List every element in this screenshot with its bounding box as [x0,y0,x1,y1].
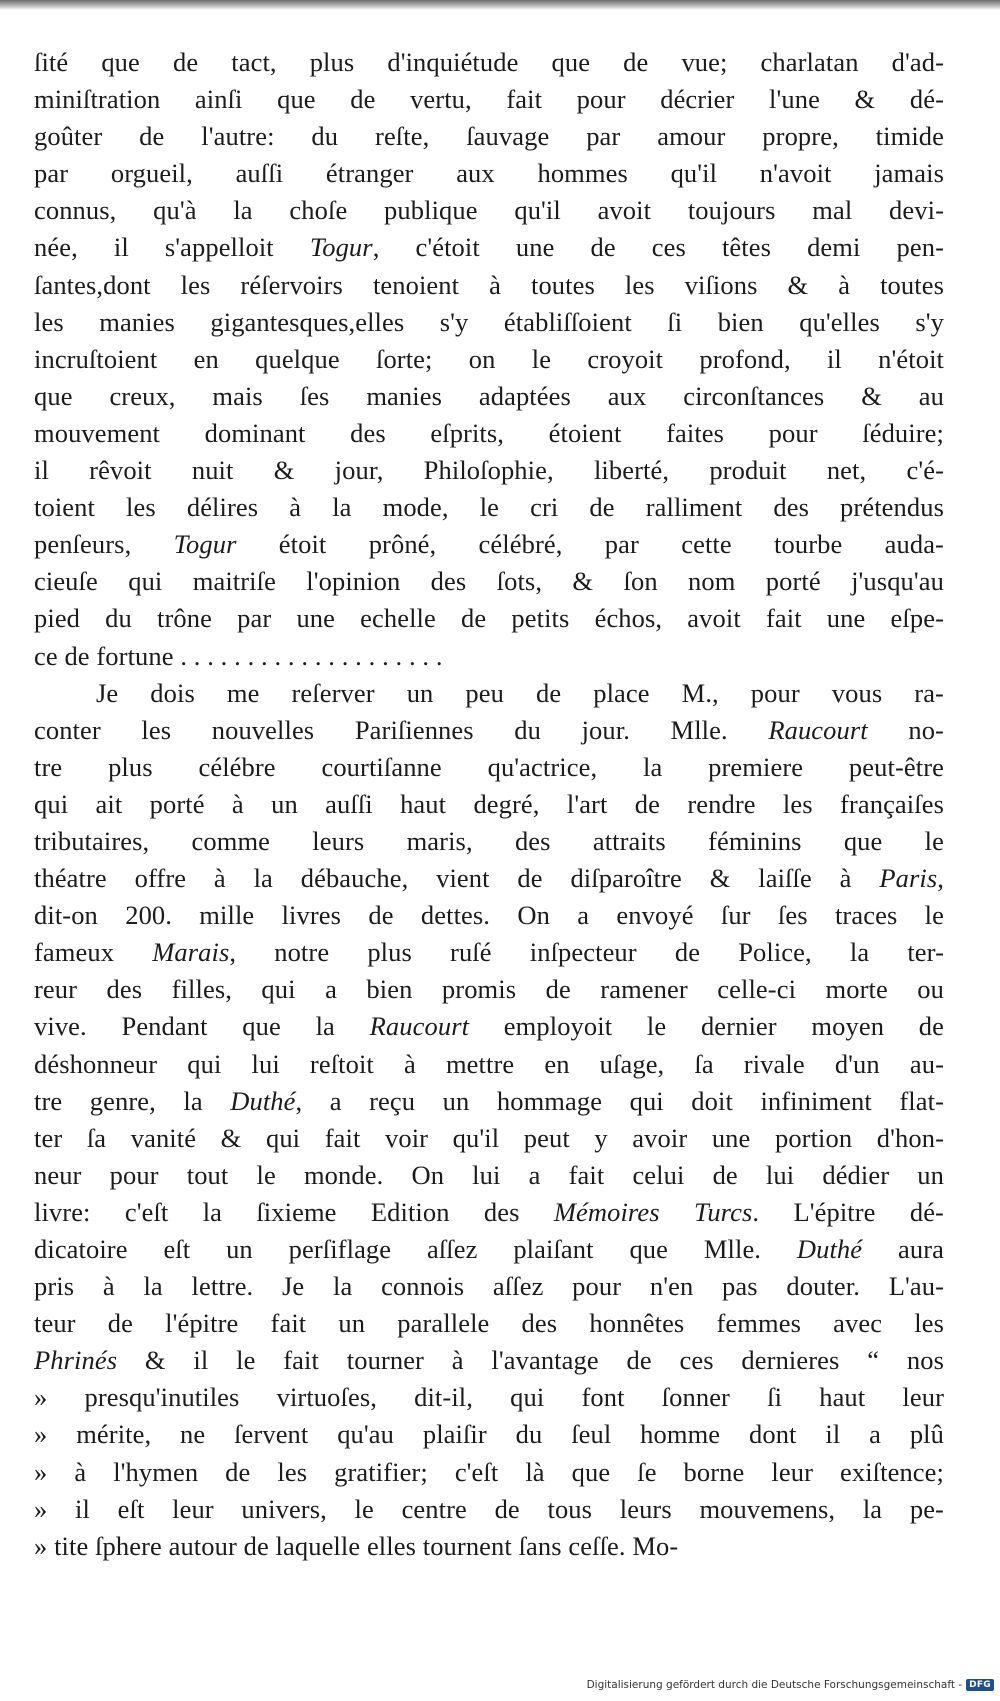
text-line [34,341,944,378]
text-run: qui ait porté à un auſſi haut degré, l'art de rendre les françaiſes [34,788,944,819]
text-run: vive. Pendant que la [34,1011,370,1042]
text-run: penſeurs, [34,529,174,560]
text-run: les manies gigantesques,elles s'y établiſſoient ſi bien qu'elles s'y [34,306,944,337]
text-run: , notre plus ruſé inſpecteur de Police, la ter- [229,937,944,968]
text-run: étoit prôné, célébré, par cette tourbe auda- [236,529,944,560]
italic-name: Raucourt [369,1011,470,1042]
text-line [34,1194,944,1231]
text-run: » il eſt leur univers, le centre de tous leurs mouvemens, la pe- [34,1493,944,1524]
text-line [34,600,944,637]
text-run: » à l'hymen de les gratifier; c'eſt là que ſe borne leur exiſtence; [34,1456,944,1487]
text-run: il rêvoit nuit & jour, Philoſophie, liberté, produit net, c'é- [34,455,944,486]
text-run: » tite ſphere autour de laquelle elles tournent ſans ceſſe. Mo- [34,1530,679,1561]
text-run: , c'étoit une de ces têtes demi pen- [372,232,944,263]
text-line [34,1008,944,1045]
text-run: teur de l'épitre fait un parallele des honnêtes femmes avec les [34,1308,944,1339]
text-run: pris à la lettre. Je la connois aſſez pour n'en pas douter. L'au- [34,1271,944,1302]
dfg-logo: DFG [966,1679,994,1691]
page-top-edge [0,0,1000,10]
text-run: dit-on 200. mille livres de dettes. On a envoyé ſur ſes traces le [34,900,944,931]
text-run: conter les nouvelles Pariſiennes du jour. Mlle. [34,714,769,745]
text-run: par orgueil, auſſi étranger aux hommes qu'il n'avoit jamais [34,158,944,189]
text-run: no- [867,714,944,745]
text-line [34,1083,944,1120]
text-line [34,415,944,452]
text-run: neur pour tout le monde. On lui a fait celui de lui dédier un [34,1159,944,1190]
italic-name: Paris [879,863,938,894]
text-line [34,452,944,489]
text-line [34,489,944,526]
text-run: tre genre, la [34,1085,231,1116]
italic-name: Mémoires Turcs [553,1196,753,1227]
text-line [34,638,944,675]
italic-name: Duthé [230,1085,296,1116]
text-line [34,1231,944,1268]
text-line [34,192,944,229]
text-line [34,675,944,712]
text-line [34,1120,944,1157]
text-run: que creux, mais ſes manies adaptées aux circonſtances & au [34,380,944,411]
text-line [34,786,944,823]
digitization-notice: Digitalisierung gefördert durch die Deutsche Forschungsgemeinschaft - [586,1679,963,1691]
text-run: tributaires, comme leurs maris, des attraits féminins que le [34,825,944,856]
text-run: mouvement dominant des eſprits, étoient faites pour ſéduire; [34,417,944,448]
italic-name: Marais [152,937,230,968]
text-line [34,749,944,786]
text-line [34,1491,944,1528]
text-line [34,267,944,304]
text-run: connus, qu'à la choſe publique qu'il avoit toujours mal devi- [34,195,944,226]
text-run: ter ſa vanité & qui fait voir qu'il peut y avoir une portion d'hon- [34,1122,944,1153]
text-line [34,1454,944,1491]
text-run: » presqu'inutiles virtuoſes, dit-il, qui font ſonner ſi haut leur [34,1382,944,1413]
page-text-block [34,44,944,1565]
italic-name: Duthé [796,1234,863,1264]
italic-name: Togur [173,529,237,560]
text-line [34,118,944,155]
text-run: & il le fait tourner à l'avantage de ces dernieres “ nos [117,1345,944,1376]
text-run: Je dois me reſerver un peu de place M., pour vous ra- [96,677,944,708]
text-line [34,44,944,81]
text-run: ce de fortune . . . . . . . . . . . . . . . . . . . . [34,640,443,671]
text-line [34,712,944,749]
text-run: pied du trône par une echelle de petits échos, avoit fait une eſpe- [34,603,944,634]
text-run: livre: c'eſt la ſixieme Edition des [34,1196,554,1227]
italic-name: Togur [309,232,373,263]
text-line [34,1528,944,1565]
text-line [34,1379,944,1416]
text-run: cieuſe qui maitriſe l'opinion des ſots, & ſon nom porté j'usqu'au [34,566,944,597]
text-run: fameux [34,937,153,968]
text-line [34,155,944,192]
text-line [34,229,944,266]
text-line [34,81,944,118]
text-run: reur des filles, qui a bien promis de ramener celle-ci morte ou [34,974,944,1005]
text-line [34,897,944,934]
text-run: née, il s'appelloit [34,232,310,263]
text-line [34,934,944,971]
text-line [34,823,944,860]
text-run: employoit le dernier moyen de [469,1011,944,1042]
text-run: toient les délires à la mode, le cri de ralliment des prétendus [34,492,944,523]
text-line [34,1046,944,1083]
italic-name: Raucourt [768,714,868,745]
text-run: goûter de l'autre: du reſte, ſauvage par amour propre, timide [34,121,944,152]
text-run: tre plus célébre courtiſanne qu'actrice, la premiere peut-être [34,751,944,782]
text-line [34,1157,944,1194]
text-line [34,860,944,897]
text-line [34,1305,944,1342]
text-run: . L'épitre dé- [752,1196,944,1227]
text-run: miniſtration ainſi que de vertu, fait pour décrier l'une & dé- [34,84,944,115]
text-run: aura [862,1234,944,1264]
text-run: déshonneur qui lui reſtoit à mettre en uſage, ſa rivale d'un au- [34,1048,944,1079]
italic-name: Phrinés [34,1345,118,1376]
text-run: incruſtoient en quelque ſorte; on le croyoit profond, il n'étoit [34,343,944,374]
text-line [34,304,944,341]
text-run: » mérite, ne ſervent qu'au plaiſir du ſeul homme dont il a plû [34,1419,944,1450]
text-line [34,1342,944,1379]
text-run: , a reçu un hommage qui doit infiniment flat- [295,1085,944,1116]
digitization-footer [587,1675,994,1695]
text-run: ſité que de tact, plus d'inquiétude que de vue; charlatan d'ad- [34,47,944,77]
text-line [34,1416,944,1453]
text-line [34,563,944,600]
text-line [34,1268,944,1305]
text-line [34,526,944,563]
text-run: dicatoire eſt un perſiflage aſſez plaiſant que Mlle. [34,1234,797,1264]
text-line [34,971,944,1008]
text-run: ſantes,dont les réſervoirs tenoient à toutes les viſions & à toutes [34,269,944,300]
text-run: , [937,863,944,894]
text-run: théatre offre à la débauche, vient de diſparoître & laiſſe à [34,863,880,894]
text-line [34,378,944,415]
